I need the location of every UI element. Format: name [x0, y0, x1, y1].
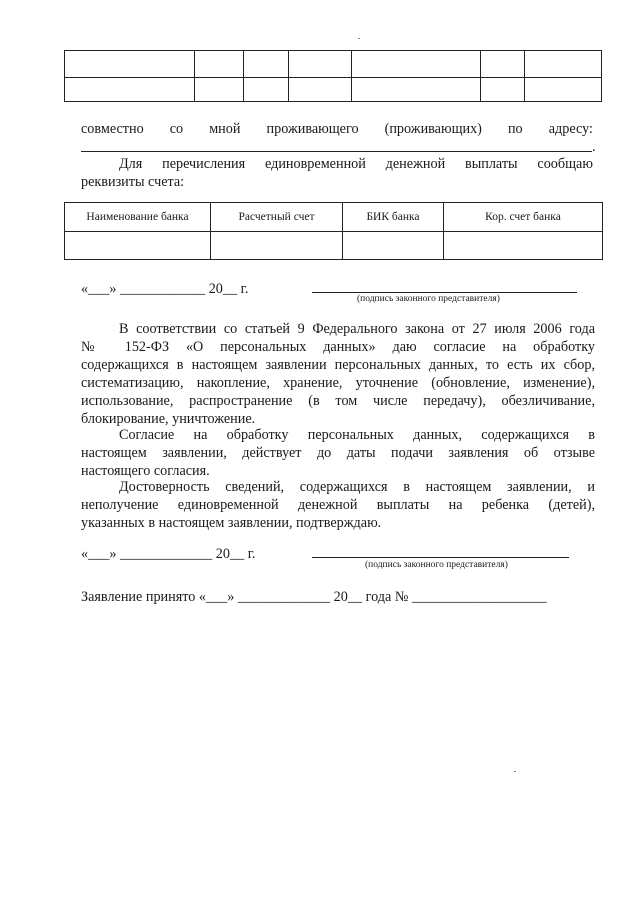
signature-line-2[interactable] [312, 557, 569, 558]
account-cell[interactable] [211, 232, 343, 260]
text-line: неполучение единовременной денежной выплаты на ребенка (детей), [81, 497, 595, 513]
table-cell [244, 51, 289, 78]
text-line: указанных в настоящем заявлении, подтверждаю. [81, 515, 382, 531]
confirmation-paragraph [81, 478, 595, 532]
text-line: настоящем заявлении, действует до даты подачи заявления об отзыве [81, 445, 595, 461]
application-accepted-line: Заявление принято «___» _____________ 20__ года № ___________________ [81, 589, 547, 605]
date-field-1[interactable]: «___» ____________ 20__ г. [81, 281, 249, 297]
scan-speck [358, 38, 360, 39]
text-line: В соответствии со статьей 9 Федерального закона от 27 июля 2006 года [119, 321, 595, 337]
table-cell [65, 51, 195, 78]
table-cell [289, 78, 352, 102]
word: проживающего [266, 121, 359, 137]
table-cell [195, 51, 244, 78]
word: мной [209, 121, 241, 137]
bank-table-header: Кор. счет банка [444, 203, 603, 232]
date-field-2[interactable]: «___» _____________ 20__ г. [81, 546, 256, 562]
table-cell [525, 78, 602, 102]
text-line: Согласие на обработку персональных данных, содержащихся в [119, 427, 595, 443]
signature-line-1[interactable] [312, 292, 577, 293]
table-cell [481, 51, 525, 78]
children-table [64, 50, 602, 102]
corr-account-cell[interactable] [444, 232, 603, 260]
text-line: систематизацию, накопление, хранение, уточнение (обновление, изменение), [81, 375, 595, 391]
word: по [507, 121, 523, 137]
text-line: содержащихся в настоящем заявлении персональных данных, то есть их сбор, [81, 357, 595, 373]
consent-paragraph-1 [81, 320, 595, 428]
word: денежной [385, 156, 446, 172]
address-fill-line[interactable] [81, 151, 592, 152]
word: сообщаю [537, 156, 593, 172]
table-cell [352, 51, 481, 78]
bank-table [64, 202, 603, 260]
word: (проживающих) [384, 121, 482, 137]
bik-cell[interactable] [343, 232, 444, 260]
text-line: Достоверность сведений, содержащихся в настоящем заявлении, и [119, 479, 595, 495]
text-line: № 152-ФЗ «О персональных данных» даю согласие на обработку [81, 339, 595, 355]
bank-name-cell[interactable] [65, 232, 211, 260]
bank-table-header: Расчетный счет [211, 203, 343, 232]
bank-intro-line [119, 155, 593, 173]
scan-speck [514, 771, 516, 772]
table-cell [481, 78, 525, 102]
table-cell [525, 51, 602, 78]
address-line [81, 120, 593, 138]
text-line: блокирование, уничтожение. [81, 411, 256, 427]
word: совместно [81, 121, 144, 137]
word: перечисления [162, 156, 246, 172]
word: со [169, 121, 184, 137]
signature-caption-2: (подпись законного представителя) [365, 560, 508, 570]
table-cell [244, 78, 289, 102]
table-cell [352, 78, 481, 102]
word: единовременной [265, 156, 366, 172]
signature-caption-1: (подпись законного представителя) [357, 294, 500, 304]
text-line: настоящего согласия. [81, 463, 210, 479]
text-line: использование, распространение (в том числе передачу), обезличивание, [81, 393, 595, 409]
bank-table-header: Наименование банка [65, 203, 211, 232]
bank-intro-line2: реквизиты счета: [81, 174, 185, 190]
consent-paragraph-2 [81, 426, 595, 480]
word: выплаты [465, 156, 518, 172]
word: адресу: [548, 121, 593, 137]
table-cell [195, 78, 244, 102]
table-cell [289, 51, 352, 78]
bank-table-header: БИК банка [343, 203, 444, 232]
address-end-dot: . [592, 139, 596, 155]
word: Для [119, 156, 143, 172]
table-cell [65, 78, 195, 102]
